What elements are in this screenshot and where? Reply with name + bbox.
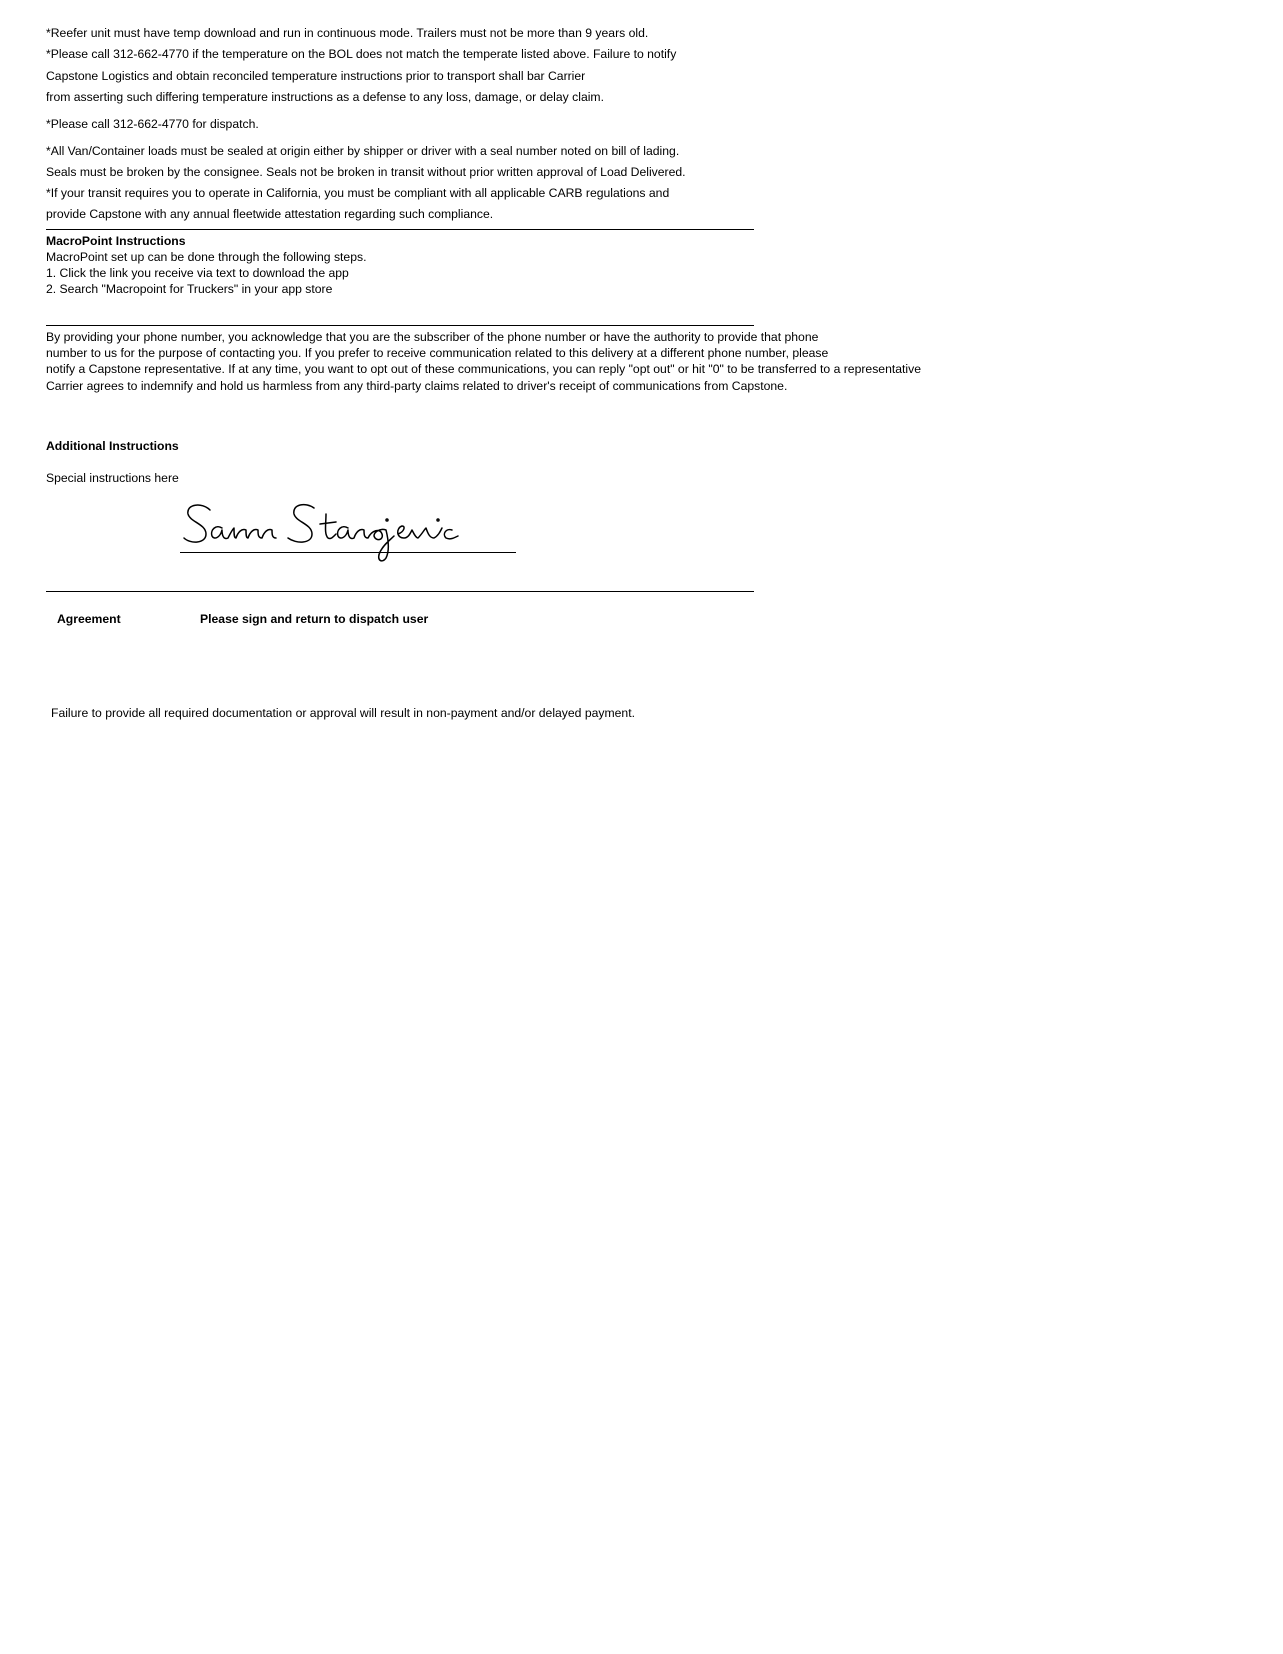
seal-requirement-line-2: Seals must be broken by the consignee. Seals not be broken in transit without prior written approval of Load Delivered. [46,165,686,179]
payment-failure-notice: Failure to provide all required documentation or approval will result in non-payment and/or delayed payment. [51,706,635,720]
consent-line-1: By providing your phone number, you acknowledge that you are the subscriber of the phone number or have the authority to provide that phone [46,330,819,344]
additional-instructions-heading: Additional Instructions [46,439,179,453]
agreement-instruction: Please sign and return to dispatch user [200,612,429,626]
section-divider [46,591,754,592]
seal-requirement-line-1: *All Van/Container loads must be sealed at origin either by shipper or driver with a seal number noted on bill of lading. [46,144,680,158]
temperature-notice-line-3: from asserting such differing temperature instructions as a defense to any loss, damage, or delay claim. [46,90,604,104]
macropoint-heading: MacroPoint Instructions [46,234,186,248]
consent-line-2: number to us for the purpose of contacting you. If you prefer to receive communication related to this delivery at a different phone number, please [46,346,829,360]
macropoint-intro: MacroPoint set up can be done through the following steps. [46,250,367,264]
section-divider [46,325,754,326]
dispatch-phone-notice: *Please call 312-662-4770 for dispatch. [46,117,259,131]
consent-line-4: Carrier agrees to indemnify and hold us harmless from any third-party claims related to driver's receipt of communications from Capstone. [46,379,788,393]
signature-line [180,552,516,553]
carb-requirement-line-1: *If your transit requires you to operate in California, you must be compliant with all applicable CARB regulations and [46,186,670,200]
section-divider [46,229,754,230]
macropoint-step-1: 1. Click the link you receive via text to download the app [46,266,349,280]
reefer-requirement: *Reefer unit must have temp download and run in continuous mode. Trailers must not be more than 9 years old. [46,26,649,40]
special-instructions-text: Special instructions here [46,471,179,485]
macropoint-step-2: 2. Search "Macropoint for Truckers" in your app store [46,282,333,296]
carb-requirement-line-2: provide Capstone with any annual fleetwide attestation regarding such compliance. [46,207,494,221]
temperature-notice-line-1: *Please call 312-662-4770 if the temperature on the BOL does not match the temperate listed above. Failure to notify [46,47,677,61]
temperature-notice-line-2: Capstone Logistics and obtain reconciled temperature instructions prior to transport shall bar Carrier [46,69,586,83]
handwritten-signature [176,498,496,564]
consent-line-3: notify a Capstone representative. If at any time, you want to opt out of these communications, you can reply "opt out" or hit "0" to be transferred to a representative [46,362,921,376]
agreement-label: Agreement [57,612,121,626]
